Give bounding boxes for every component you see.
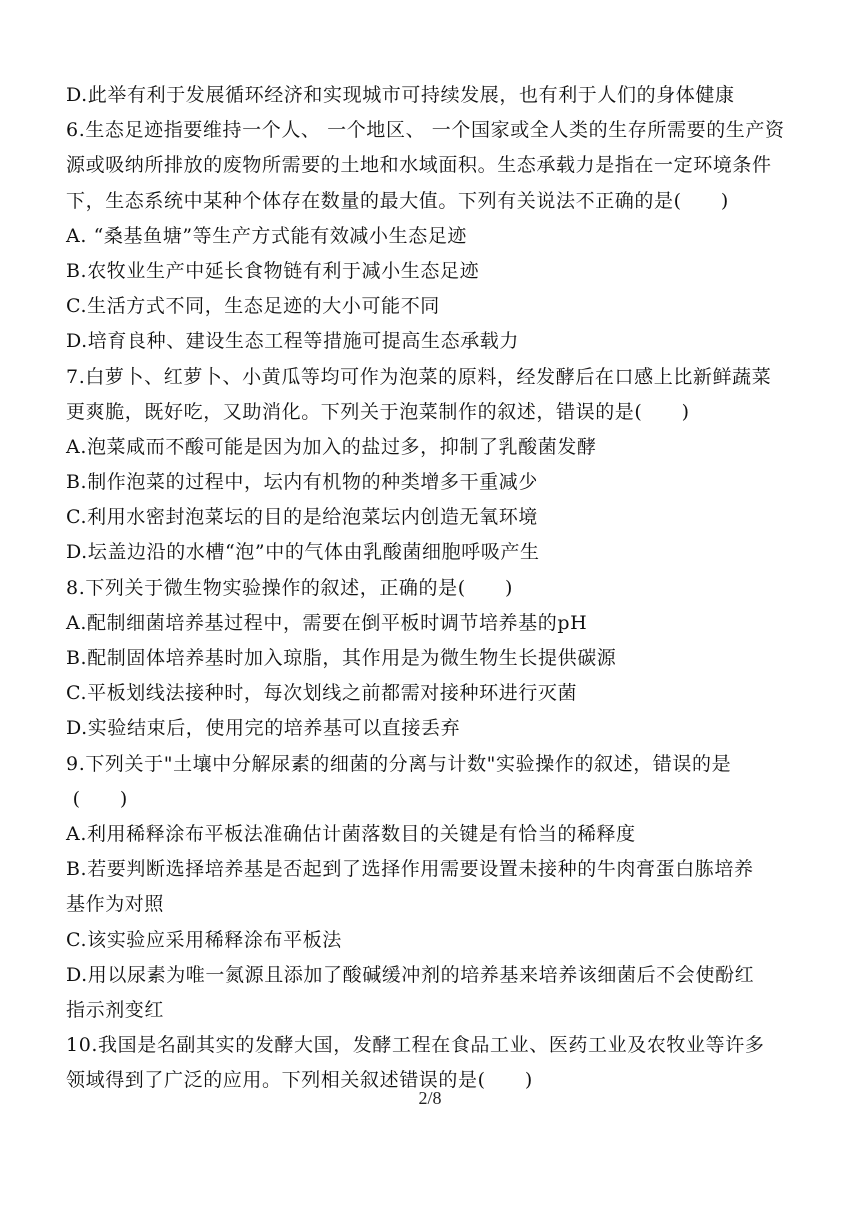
option-c: C.该实验应采用稀释涂布平板法	[66, 928, 342, 951]
question-7-stem: 7.白萝卜、红萝卜、小黄瓜等均可作为泡菜的原料，经发酵后在口感上比新鲜蔬菜	[66, 365, 772, 388]
option-a: A.配制细菌培养基过程中，需要在倒平板时调节培养基的pH	[66, 611, 588, 634]
option-c: C.利用水密封泡菜坛的目的是给泡菜坛内创造无氧环境	[66, 506, 538, 529]
text-line: 领域得到了广泛的应用。下列相关叙述错误的是( )	[66, 1069, 533, 1092]
question-6-stem: 6.生态足迹指要维持一个人、 一个地区、 一个国家或全人类的生存所需要的生产资	[66, 119, 785, 142]
option-b: B.制作泡菜的过程中，坛内有机物的种类增多干重减少	[66, 471, 539, 494]
option-d: D.实验结束后，使用完的培养基可以直接丢弃	[66, 717, 461, 740]
option-b: B.农牧业生产中延长食物链有利于减小生态足迹	[66, 259, 480, 282]
option-a: A.利用稀释涂布平板法准确估计菌落数目的关键是有恰当的稀释度	[66, 822, 636, 845]
text-line: 下，生态系统中某种个体存在数量的最大值。下列有关说法不正确的是( )	[66, 189, 729, 212]
document-body	[66, 78, 796, 1098]
option-a: A.泡菜咸而不酸可能是因为加入的盐过多，抑制了乳酸菌发酵	[66, 435, 597, 458]
text-line: 指示剂变红	[66, 998, 165, 1021]
option-b: B.配制固体培养基时加入琼脂，其作用是为微生物生长提供碳源	[66, 647, 617, 669]
option-d: D.坛盖边沿的水槽“泡”中的气体由乳酸菌细胞呼吸产生	[66, 541, 540, 564]
option-d: D.用以尿素为唯一氮源且添加了酸碱缓冲剂的培养基来培养该细菌后不会使酚红	[66, 963, 755, 986]
text-line: 源或吸纳所排放的废物所需要的土地和水域面积。生态承载力是指在一定环境条件	[66, 154, 772, 177]
text-line: 更爽脆，既好吃，又助消化。下列关于泡菜制作的叙述，错误的是( )	[66, 400, 690, 423]
option-d: D.培育良种、建设生态工程等措施可提高生态承载力	[66, 330, 519, 353]
page-number: 2/8	[418, 1088, 442, 1108]
text-line: ( )	[66, 787, 128, 810]
text-line: 基作为对照	[66, 893, 165, 916]
option-c: C.平板划线法接种时，每次划线之前都需对接种环进行灭菌	[66, 682, 578, 705]
option-b: B.若要判断选择培养基是否起到了选择作用需要设置未接种的牛肉膏蛋白胨培养	[66, 858, 754, 881]
option-a: A. “桑基鱼塘”等生产方式能有效减小生态足迹	[66, 224, 468, 247]
question-10-stem: 10.我国是名副其实的发酵大国，发酵工程在食品工业、医药工业及农牧业等许多	[66, 1034, 765, 1057]
text-line: D.此举有利于发展循环经济和实现城市可持续发展，也有利于人们的身体健康	[66, 84, 735, 106]
question-9-stem: 9.下列关于"土壤中分解尿素的细菌的分离与计数"实验操作的叙述，错误的是	[66, 752, 732, 775]
question-8-stem: 8.下列关于微生物实验操作的叙述，正确的是( )	[66, 576, 513, 599]
option-c: C.生活方式不同，生态足迹的大小可能不同	[66, 295, 440, 318]
